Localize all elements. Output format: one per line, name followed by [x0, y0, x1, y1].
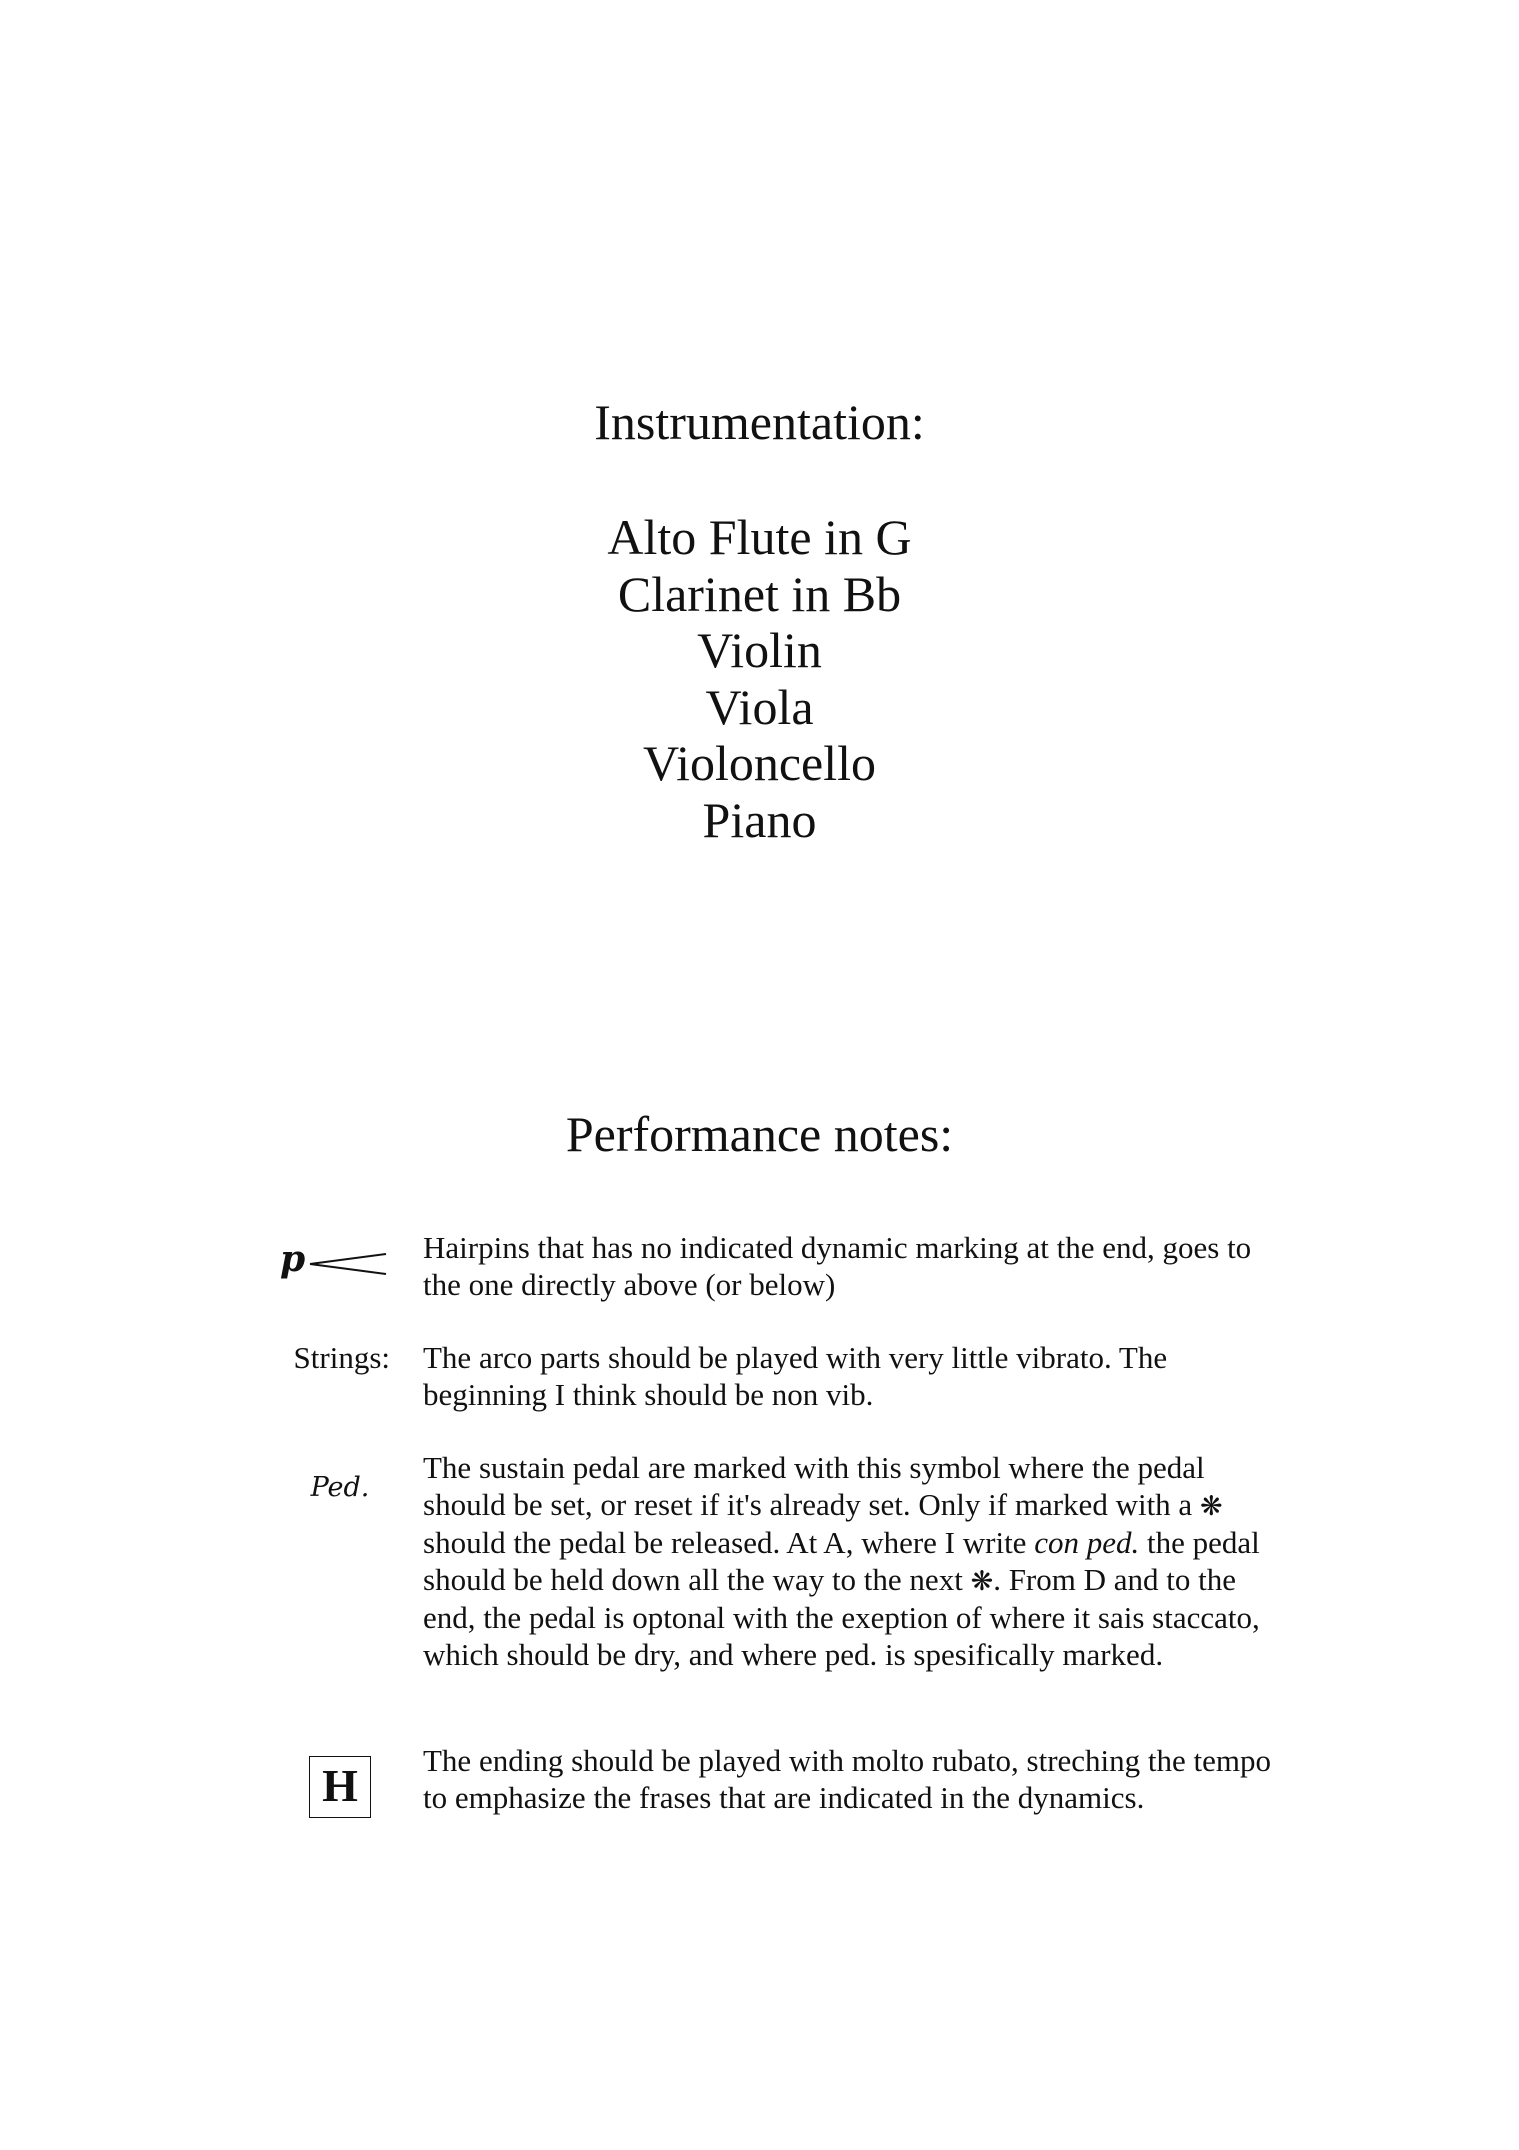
hairpin-symbol — [280, 1238, 390, 1282]
instrument-list — [0, 509, 1519, 849]
instrument-item: Alto Flute in G — [607, 509, 912, 565]
pedal-note-text — [423, 1450, 1283, 1674]
instrument-item: Piano — [702, 791, 817, 848]
pedal-release-icon: ❋ — [1199, 1490, 1223, 1522]
performance-notes-title: Performance notes: — [565, 1106, 954, 1162]
instrument-item: Viola — [705, 678, 814, 735]
instrumentation-title: Instrumentation: — [594, 394, 925, 450]
pedal-text-part: should the pedal be released. At A, where I write — [423, 1525, 1035, 1561]
pedal-release-icon: ❋ — [970, 1565, 994, 1597]
instrument-item: Violin — [697, 622, 822, 679]
strings-label: Strings: — [293, 1340, 390, 1375]
pedal-text-part: the pedal should be held down all the way to the next — [423, 1525, 1260, 1597]
strings-note-text: The arco parts should be played with very little vibrato. The beginning I think should be non vib. — [423, 1340, 1168, 1412]
instrument-item: Clarinet in Bb — [617, 565, 902, 622]
instrument-item: Violoncello — [642, 735, 877, 792]
crescendo-hairpin-icon — [308, 1250, 388, 1278]
hairpin-note-text: Hairpins that has no indicated dynamic marking at the end, goes to the one directly above (or below) — [423, 1230, 1252, 1302]
piano-dynamic-mark: p — [280, 1238, 306, 1280]
pedal-symbol-icon: Ped. — [310, 1472, 370, 1503]
pedal-text-part: . From D and to the end, the pedal is optonal with the exeption of where it sais staccato, which should be dry, and where ped. is spesifically marked. — [423, 1561, 1260, 1672]
ending-note-text: The ending should be played with molto rubato, streching the tempo to emphasize the frases that are indicated in the dynamics. — [423, 1743, 1272, 1815]
con-ped-text: con ped. — [1034, 1525, 1140, 1561]
pedal-text-part: The sustain pedal are marked with this symbol where the pedal should be set, or reset if it's already set. Only if marked with a — [423, 1450, 1205, 1522]
rehearsal-mark-h: H — [309, 1756, 371, 1818]
